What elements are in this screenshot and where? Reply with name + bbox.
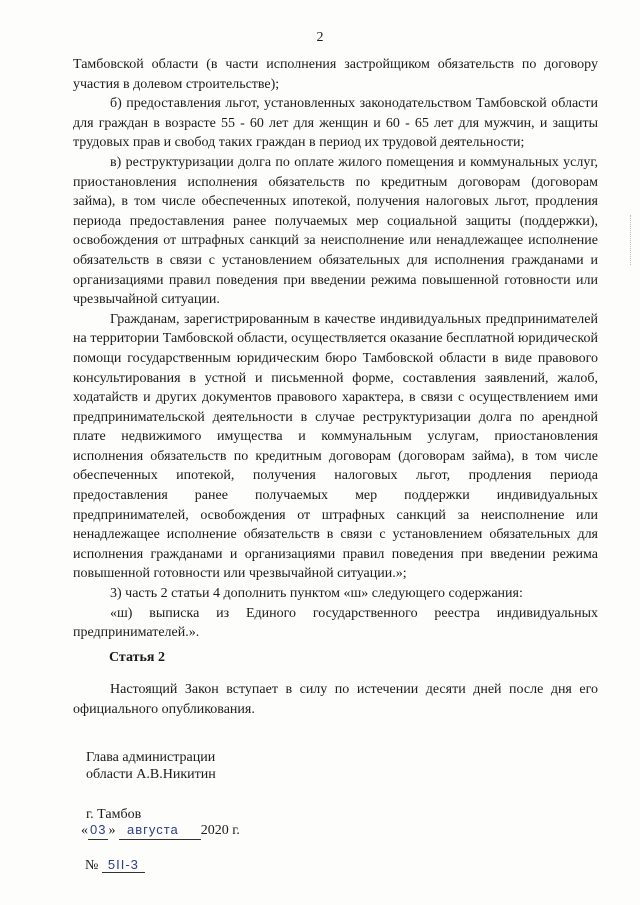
date-open-quote: « bbox=[81, 823, 88, 838]
paragraph-part-3: 3) часть 2 статьи 4 дополнить пунктом «ш» следующего содержания: bbox=[110, 586, 523, 602]
document-body bbox=[73, 55, 598, 643]
signature-title: Глава администрации bbox=[86, 750, 216, 765]
article-heading: Статья 2 bbox=[109, 650, 165, 665]
date-day: 03 bbox=[88, 822, 108, 840]
paragraph-entrepreneurs: Гражданам, зарегистрированным в качестве индивидуальных предпринимателей на территории Тамбовской области, осуществляется оказание бесплатной юридической помощи государственным юридическим бюро Тамбовской области в виде правового консультирования в устной и письменной форме, составления заявлений, жалоб, ходатайств и других документов правового характера, в связи с осуществлением ими предпринимательской деятельности в случае реструктуризации долга по арендной плате недвижимого имущества и коммунальным услугам, приостановления исполнения обязательств по кредитным договорам (договорам займа), в том числе обеспеченных ипотекой, получения налоговых льгот, продления периода предоставления ранее получаемых мер поддержки индивидуальных предпринимателей, освобождения от штрафных санкций за неисполнение или ненадлежащее исполнение обязательств в связи с установлением обязательных для исполнения гражданами и организациями правил поведения при введении режима повышенной готовности или чрезвычайной ситуации.»; bbox=[73, 311, 598, 582]
paragraph-item-b: б) предоставления льгот, установленных законодательством Тамбовской области для граждан в возрасте 55 - 60 лет для женщин и 60 - 65 лет для мужчин, и защиты трудовых прав и свобод таких граждан в период их трудовой деятельности; bbox=[73, 96, 598, 151]
paragraph-item-sh: «ш) выписка из Единого государственного реестра индивидуальных предпринимателей.». bbox=[73, 605, 598, 641]
place-of-signing: г. Тамбов bbox=[86, 807, 142, 822]
number-value: 5II-3 bbox=[102, 857, 145, 873]
paragraph-item-v: в) реструктуризации долга по оплате жилого помещения и коммунальных услуг, приостановления исполнения обязательств по кредитным договорам (договорам займа), в том числе обеспеченных ипотекой, получения налоговых льгот, продления периода предоставления ранее получаемых мер социальной защиты (поддержки), освобождения от штрафных санкций за неисполнение или ненадлежащее исполнение обязательств в связи с установлением обязательных для исполнения гражданами и организациями правил поведения при введении режима повышенной готовности или чрезвычайной ситуации. bbox=[73, 154, 598, 308]
signing-date bbox=[81, 822, 240, 840]
date-close-quote: » bbox=[108, 823, 116, 838]
number-sign: № bbox=[85, 858, 99, 873]
date-month: августа bbox=[119, 822, 201, 840]
date-year: 2020 г. bbox=[200, 823, 240, 838]
document-number bbox=[85, 857, 145, 874]
final-text bbox=[73, 680, 598, 720]
margin-mark bbox=[630, 215, 634, 265]
paragraph-continuation: Тамбовской области (в части исполнения застройщиком обязательств по договору участия в долевом строительстве); bbox=[73, 57, 598, 92]
paragraph-entry-into-force: Настоящий Закон вступает в силу по истечении десяти дней после дня его официального опубликования. bbox=[73, 682, 598, 717]
signature-block bbox=[86, 749, 216, 783]
signature-name: области А.В.Никитин bbox=[86, 767, 216, 782]
page-number: 2 bbox=[316, 30, 324, 45]
